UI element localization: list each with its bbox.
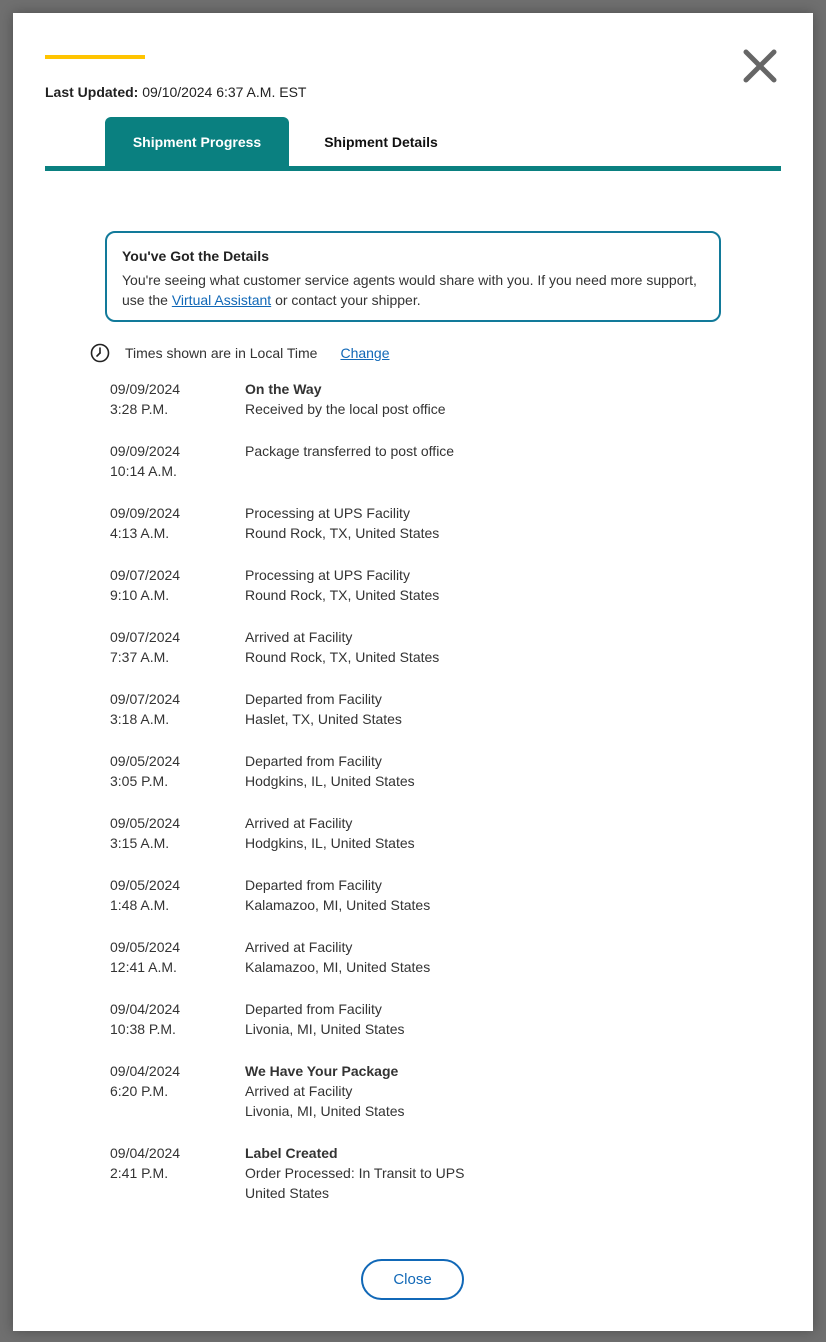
event-date: 09/05/2024 <box>110 815 181 831</box>
event-detail-line: Kalamazoo, MI, United States <box>245 959 431 975</box>
event-detail-line: Package transferred to post office <box>245 443 455 459</box>
event-detail-line: Kalamazoo, MI, United States <box>245 897 431 913</box>
event-detail-line: Processing at UPS Facility <box>245 505 410 521</box>
event-time: 7:37 A.M. <box>110 649 170 665</box>
event-description <box>245 441 710 481</box>
event-row <box>110 937 710 977</box>
event-time: 2:41 P.M. <box>110 1165 169 1181</box>
event-row <box>110 441 710 481</box>
event-time: 3:15 A.M. <box>110 835 170 851</box>
tab-shipment-progress[interactable]: Shipment Progress <box>105 117 289 166</box>
time-zone-text: Times shown are in Local Time <box>125 345 318 361</box>
event-detail-line: Arrived at Facility <box>245 939 353 955</box>
event-description <box>245 937 710 977</box>
event-description <box>245 875 710 915</box>
event-description <box>245 503 710 543</box>
tracking-modal <box>13 13 813 1331</box>
event-time: 10:14 A.M. <box>110 463 177 479</box>
event-date: 09/05/2024 <box>110 877 181 893</box>
event-status: Label Created <box>245 1145 338 1161</box>
event-row <box>110 875 710 915</box>
event-row <box>110 999 710 1039</box>
event-row <box>110 503 710 543</box>
last-updated <box>45 84 306 100</box>
event-time: 1:48 A.M. <box>110 897 170 913</box>
event-description <box>245 751 710 791</box>
event-time: 6:20 P.M. <box>110 1083 169 1099</box>
event-detail-line: Hodgkins, IL, United States <box>245 835 415 851</box>
event-description <box>245 1143 710 1203</box>
events-list <box>110 379 710 1225</box>
event-row <box>110 813 710 853</box>
event-detail-line: Processing at UPS Facility <box>245 567 410 583</box>
event-time: 3:18 A.M. <box>110 711 170 727</box>
event-datetime <box>110 999 245 1039</box>
event-detail-line: Arrived at Facility <box>245 629 353 645</box>
event-detail-line: Livonia, MI, United States <box>245 1103 405 1119</box>
event-detail-line: Round Rock, TX, United States <box>245 649 440 665</box>
event-detail-line: Round Rock, TX, United States <box>245 587 440 603</box>
event-date: 09/07/2024 <box>110 567 181 583</box>
event-datetime <box>110 1143 245 1203</box>
event-detail-line: Departed from Facility <box>245 753 382 769</box>
tab-shipment-details[interactable]: Shipment Details <box>324 133 438 150</box>
event-detail-line: Arrived at Facility <box>245 815 353 831</box>
event-detail-line: Received by the local post office <box>245 401 446 417</box>
event-detail-line: Departed from Facility <box>245 691 382 707</box>
event-row <box>110 751 710 791</box>
event-row <box>110 627 710 667</box>
info-body-text: You're seeing what customer service agents would share with you. If you need more support, use the <box>122 272 697 308</box>
last-updated-value: 09/10/2024 6:37 A.M. EST <box>142 84 307 100</box>
event-time: 4:13 A.M. <box>110 525 170 541</box>
event-date: 09/05/2024 <box>110 939 181 955</box>
event-datetime <box>110 751 245 791</box>
close-button[interactable]: Close <box>361 1259 464 1300</box>
event-datetime <box>110 689 245 729</box>
event-datetime <box>110 627 245 667</box>
event-description <box>245 689 710 729</box>
event-detail-line: Order Processed: In Transit to UPS <box>245 1165 465 1181</box>
event-row <box>110 1143 710 1203</box>
event-datetime <box>110 875 245 915</box>
event-date: 09/04/2024 <box>110 1063 181 1079</box>
clock-icon <box>90 343 110 363</box>
event-time: 3:05 P.M. <box>110 773 169 789</box>
event-date: 09/05/2024 <box>110 753 181 769</box>
event-time: 9:10 A.M. <box>110 587 170 603</box>
event-row <box>110 565 710 605</box>
event-description <box>245 813 710 853</box>
event-detail-line: Departed from Facility <box>245 1001 382 1017</box>
event-date: 09/09/2024 <box>110 443 181 459</box>
event-detail-line: Round Rock, TX, United States <box>245 525 440 541</box>
last-updated-label: Last Updated: <box>45 84 139 100</box>
event-datetime <box>110 503 245 543</box>
event-date: 09/09/2024 <box>110 381 181 397</box>
event-time: 12:41 A.M. <box>110 959 177 975</box>
event-description <box>245 627 710 667</box>
event-description <box>245 379 710 419</box>
event-date: 09/09/2024 <box>110 505 181 521</box>
event-row <box>110 689 710 729</box>
event-datetime <box>110 1061 245 1121</box>
event-detail-line: Livonia, MI, United States <box>245 1021 405 1037</box>
time-zone-row <box>90 343 390 363</box>
event-status: We Have Your Package <box>245 1063 399 1079</box>
event-datetime <box>110 937 245 977</box>
info-box-title: You've Got the Details <box>122 248 269 264</box>
event-datetime <box>110 379 245 419</box>
info-body-text-end: or contact your shipper. <box>271 292 421 308</box>
event-date: 09/04/2024 <box>110 1145 181 1161</box>
event-detail-line: Arrived at Facility <box>245 1083 353 1099</box>
info-box-body <box>122 270 704 310</box>
tab-bar <box>45 117 781 171</box>
event-description <box>245 1061 710 1121</box>
event-detail-line: Departed from Facility <box>245 877 382 893</box>
event-date: 09/04/2024 <box>110 1001 181 1017</box>
event-detail-line: United States <box>245 1185 330 1201</box>
event-datetime <box>110 565 245 605</box>
event-time: 3:28 P.M. <box>110 401 169 417</box>
event-datetime <box>110 813 245 853</box>
change-timezone-link[interactable]: Change <box>340 345 390 361</box>
event-row <box>110 1061 710 1121</box>
event-detail-line: Hodgkins, IL, United States <box>245 773 415 789</box>
event-datetime <box>110 441 245 481</box>
event-description <box>245 999 710 1039</box>
event-time: 10:38 P.M. <box>110 1021 176 1037</box>
event-detail-line: Haslet, TX, United States <box>245 711 402 727</box>
event-date: 09/07/2024 <box>110 629 181 645</box>
event-status: On the Way <box>245 381 322 397</box>
info-box <box>105 231 721 322</box>
event-description <box>245 565 710 605</box>
close-x-icon[interactable] <box>741 47 779 85</box>
event-row <box>110 379 710 419</box>
virtual-assistant-link[interactable]: Virtual Assistant <box>171 292 272 308</box>
event-date: 09/07/2024 <box>110 691 181 707</box>
accent-bar <box>45 55 145 59</box>
